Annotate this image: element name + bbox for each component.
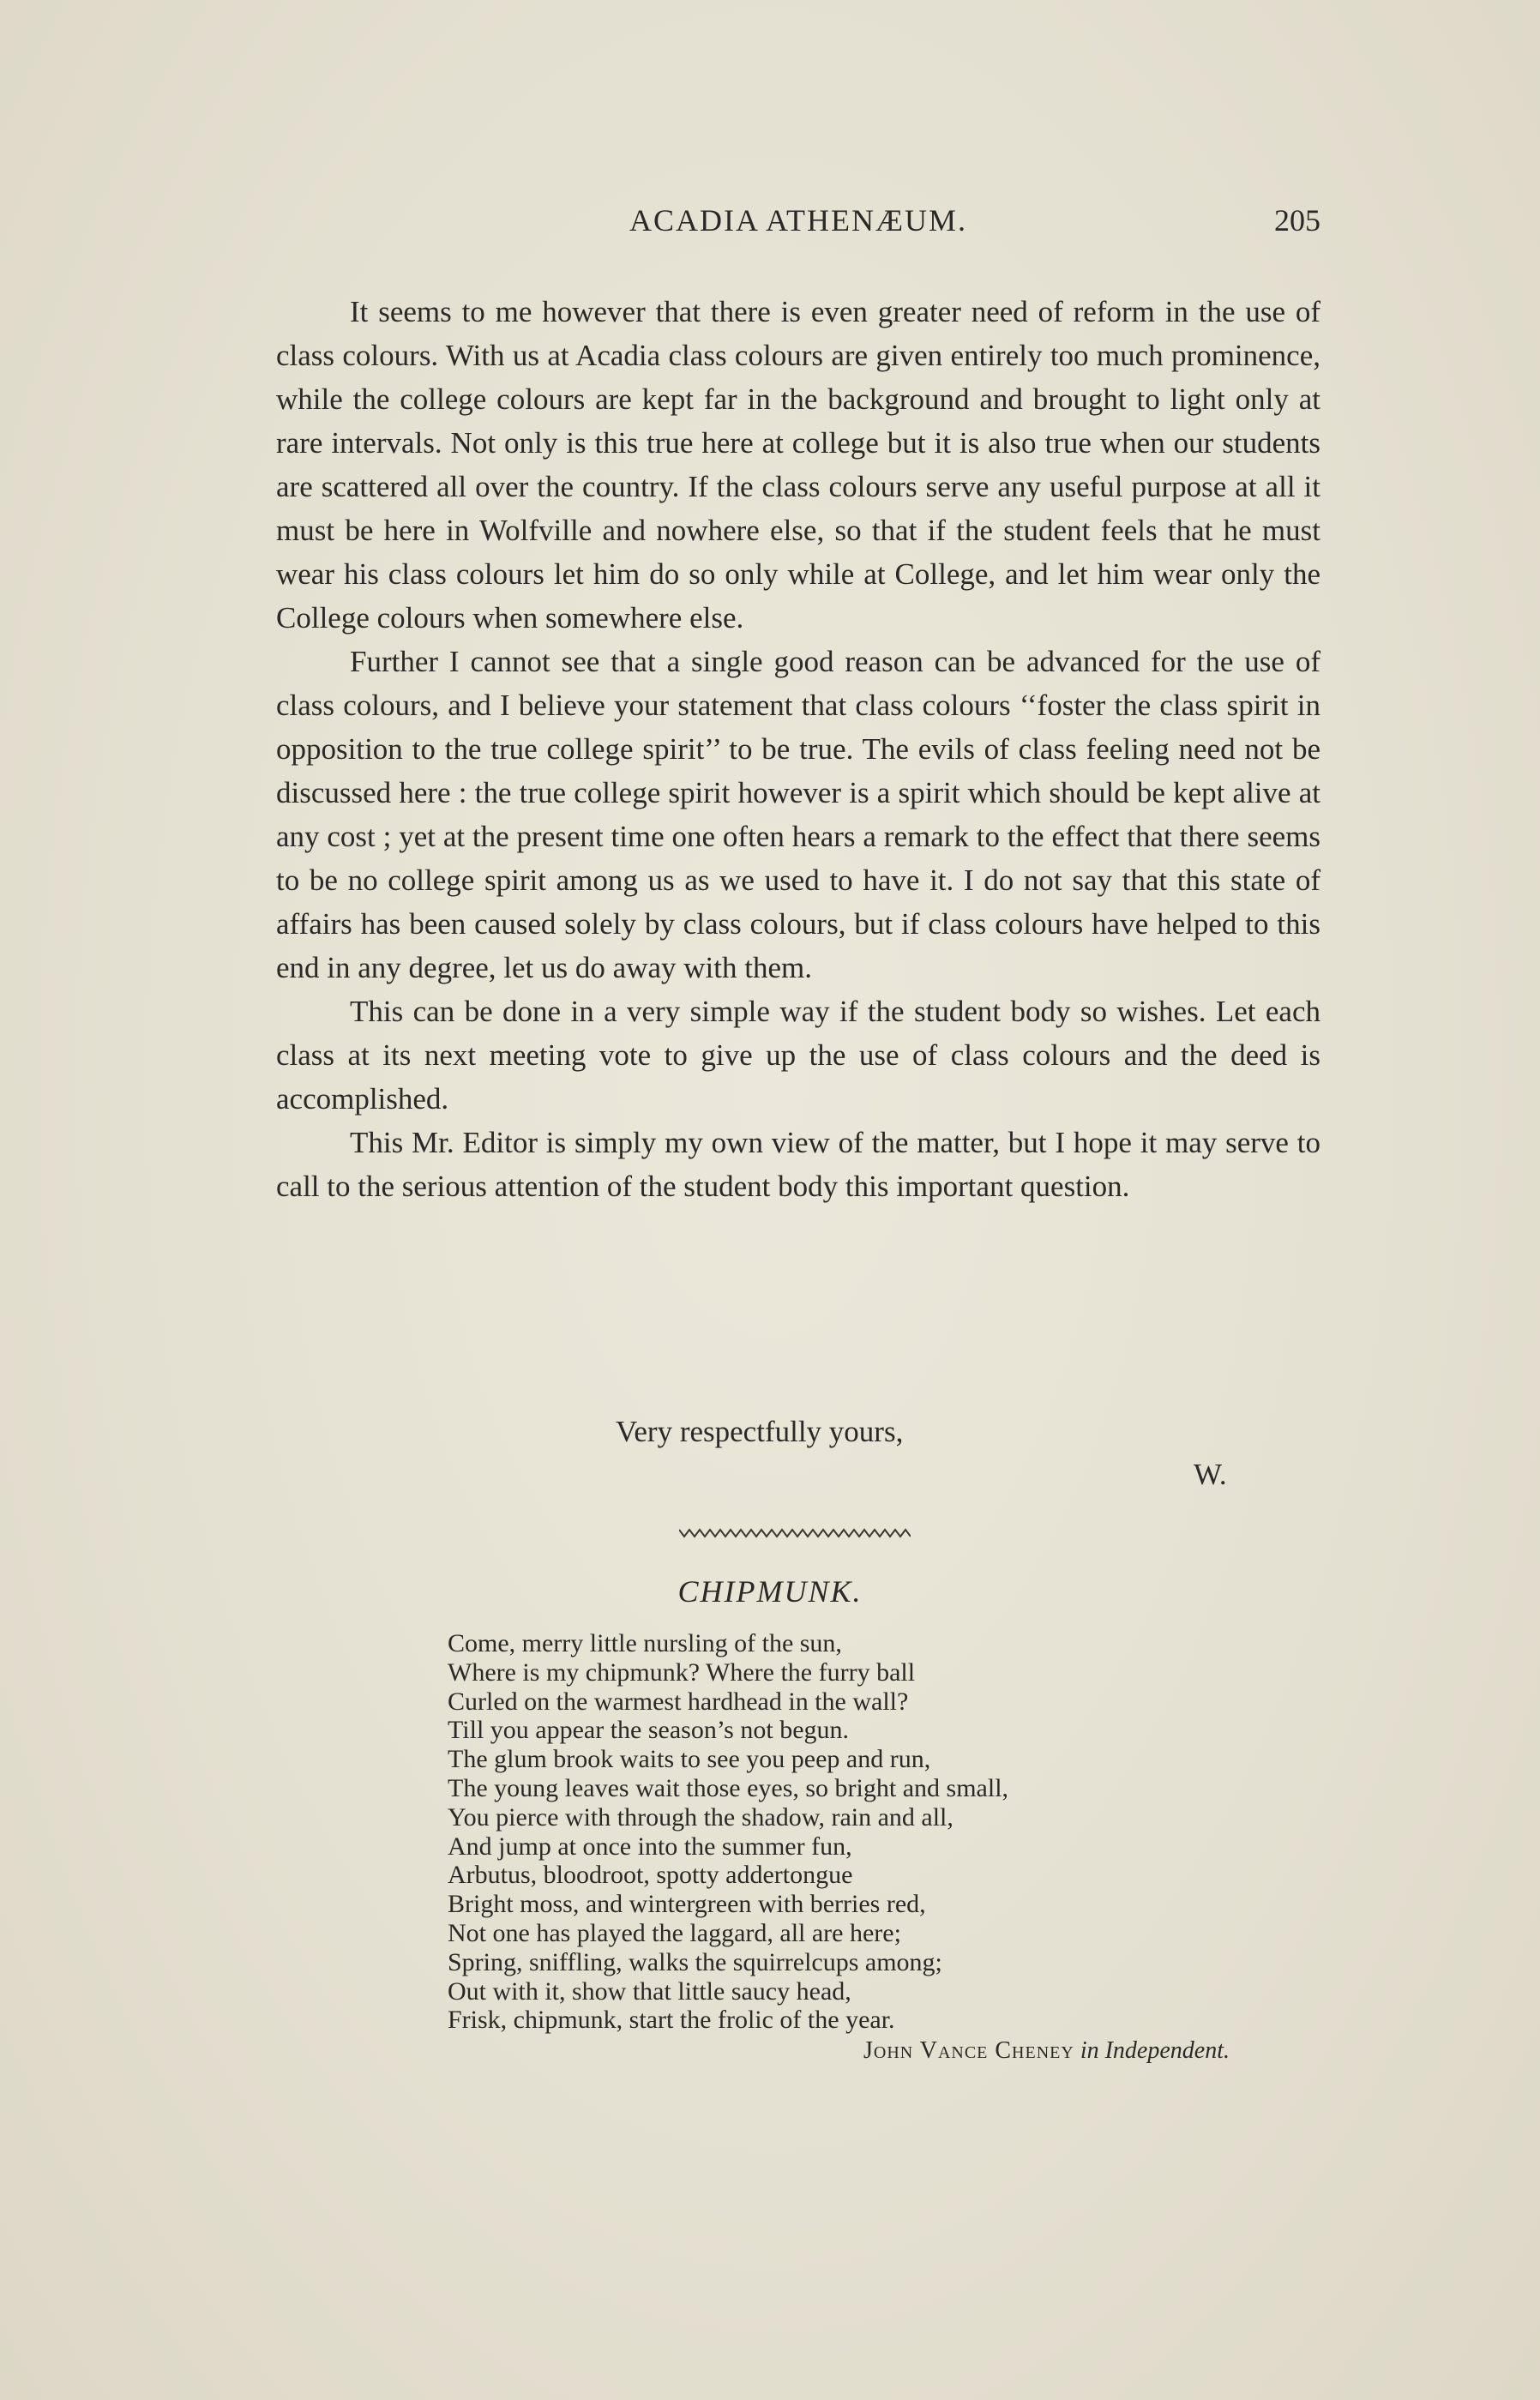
letter-paragraph: This Mr. Editor is simply my own view of the matter, but I hope it may serve to call to the serious attention of the student body this important question.: [276, 1126, 1320, 1203]
ornamental-divider: [679, 1526, 911, 1540]
poem-line: Frisk, chipmunk, start the frolic of the year.: [448, 2006, 895, 2035]
letter-paragraph: It seems to me however that there is even greater need of reform in the use of class colours. With us at Acadia class colours are given entirely too much prominence, while the college colours are kept far in the background and brought to light only at rare intervals. Not only is this true here at college but it is also true when our students are scattered all over the country. If the class colours serve any useful purpose at all it must be here in Wolfville and nowhere else, so that if the student feels that he must wear his class colours let him do so only while at College, and let him wear only the College colours when somewhere else.: [276, 295, 1320, 635]
poem-line: The young leaves wait those eyes, so bright and small,: [448, 1773, 1009, 1802]
poem-title: CHIPMUNK.: [677, 1574, 863, 1609]
letter-paragraph: Further I cannot see that a single good reason can be advanced for the use of class colours, and I believe your statement that class colours ‘‘foster the class spirit in opposition to the true college spirit’’ to be true. The evils of class feeling need not be discussed here : the true college spirit however is a spirit which should be kept alive at any cost ; yet at the present time one often hears a remark to the effect that there seems to be no college spirit among us as we used to have it. I do not say that this state of affairs has been caused solely by class colours, but if class colours have helped to this end in any degree, let us do away with them.: [276, 645, 1320, 984]
poem-line: Arbutus, bloodroot, spotty addertongue: [448, 1861, 853, 1890]
poem-line: The glum brook waits to see you peep and run,: [448, 1745, 931, 1774]
poem-line: Where is my chipmunk? Where the furry ball: [448, 1657, 916, 1687]
poem-line: You pierce with through the shadow, rain and all,: [448, 1802, 953, 1832]
letter-body: [276, 290, 1320, 1208]
poem: [448, 1629, 1236, 2035]
poem-author: John Vance Cheney: [863, 2037, 1074, 2064]
poem-line: And jump at once into the summer fun,: [448, 1832, 852, 1861]
running-title: ACADIA ATHENÆUM.: [629, 203, 968, 238]
letter-signature: W.: [1194, 1458, 1227, 1491]
poem-attribution: [863, 2037, 1230, 2065]
poem-line: Out with it, show that little saucy head,: [448, 1976, 851, 2006]
letter-closing: Very respectfully yours,: [616, 1415, 904, 1448]
letter-paragraph: This can be done in a very simple way if the student body so wishes. Let each class at its next meeting vote to give up the use of class colours and the deed is accomplished.: [276, 995, 1320, 1116]
poem-line: Spring, sniffling, walks the squirrelcups among;: [448, 1947, 942, 1976]
poem-line: Bright moss, and wintergreen with berries red,: [448, 1890, 926, 1919]
page-header: [276, 202, 1320, 249]
poem-line: Come, merry little nursling of the sun,: [448, 1629, 842, 1657]
poem-line: Not one has played the laggard, all are here;: [448, 1918, 901, 1947]
poem-source: in Independent.: [1080, 2037, 1230, 2064]
poem-line: Till you appear the season’s not begun.: [448, 1716, 850, 1745]
poem-line: Curled on the warmest hardhead in the wall?: [448, 1687, 909, 1716]
page-number: 205: [1274, 203, 1320, 238]
